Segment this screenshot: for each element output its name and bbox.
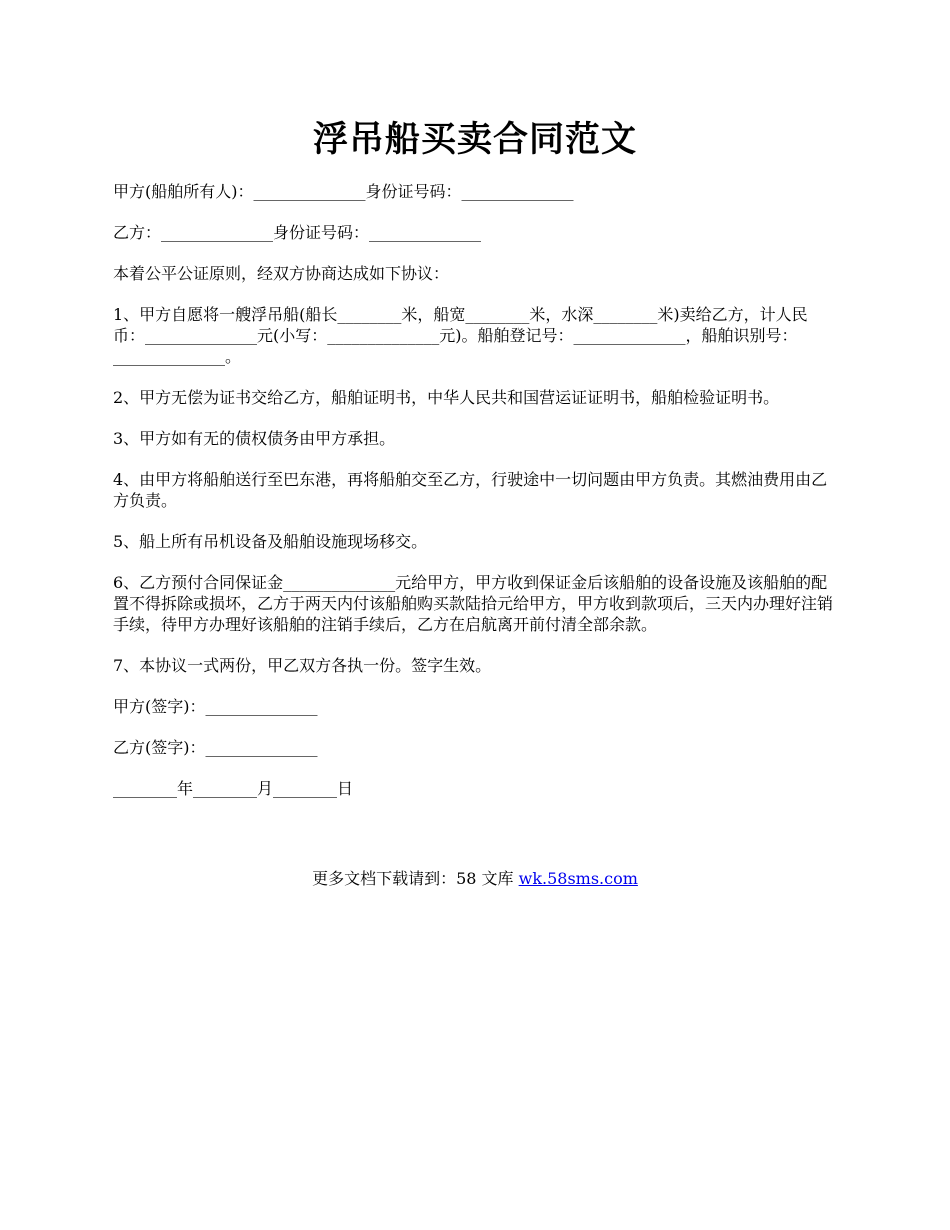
clause-6: 6、乙方预付合同保证金______________元给甲方，甲方收到保证金后该船舶的设备设施及该船舶的配置不得拆除或损坏，乙方于两天内付该船舶购买款陆拾元给甲方，甲方收到款项后，三天内办理好注销手续，待甲方办理好该船舶的注销手续后，乙方在启航离开前付清全部余款。 bbox=[113, 573, 834, 634]
party-b-line: 乙方：______________身份证号码：______________ bbox=[113, 223, 482, 242]
date-line: ________年________月________日 bbox=[113, 779, 354, 798]
preamble: 本着公平公证原则，经双方协商达成如下协议： bbox=[113, 264, 450, 283]
footer bbox=[0, 868, 950, 889]
document-title: 浮吊船买卖合同范文 bbox=[312, 119, 637, 160]
clause-4: 4、由甲方将船舶送行至巴东港，再将船舶交至乙方，行驶途中一切问题由甲方负责。其燃油费用由乙方负责。 bbox=[113, 470, 828, 510]
clause-7: 7、本协议一式两份，甲乙双方各执一份。签字生效。 bbox=[113, 656, 492, 675]
footer-prefix: 更多文档下载请到：58 文库 bbox=[312, 869, 519, 888]
party-b-signature: 乙方(签字)：______________ bbox=[113, 738, 318, 757]
clause-3: 3、甲方如有无的债权债务由甲方承担。 bbox=[113, 429, 396, 448]
document-body bbox=[113, 181, 839, 819]
party-a-signature: 甲方(签字)：______________ bbox=[113, 697, 318, 716]
clause-2: 2、甲方无偿为证书交给乙方，船舶证明书，中华人民共和国营运证证明书，船舶检验证明书。 bbox=[113, 388, 780, 407]
clause-1: 1、甲方自愿将一艘浮吊船(船长________米，船宽________米，水深________米)卖给乙方，计人民币：______________元(小写：______________元)。船舶登记号：______________，船舶识别号：______________。 bbox=[113, 305, 808, 366]
party-a-line: 甲方(船舶所有人)：______________身份证号码：______________ bbox=[113, 182, 574, 201]
footer-link[interactable]: wk.58sms.com bbox=[518, 869, 638, 888]
clause-5: 5、船上所有吊机设备及船舶设施现场移交。 bbox=[113, 532, 428, 551]
